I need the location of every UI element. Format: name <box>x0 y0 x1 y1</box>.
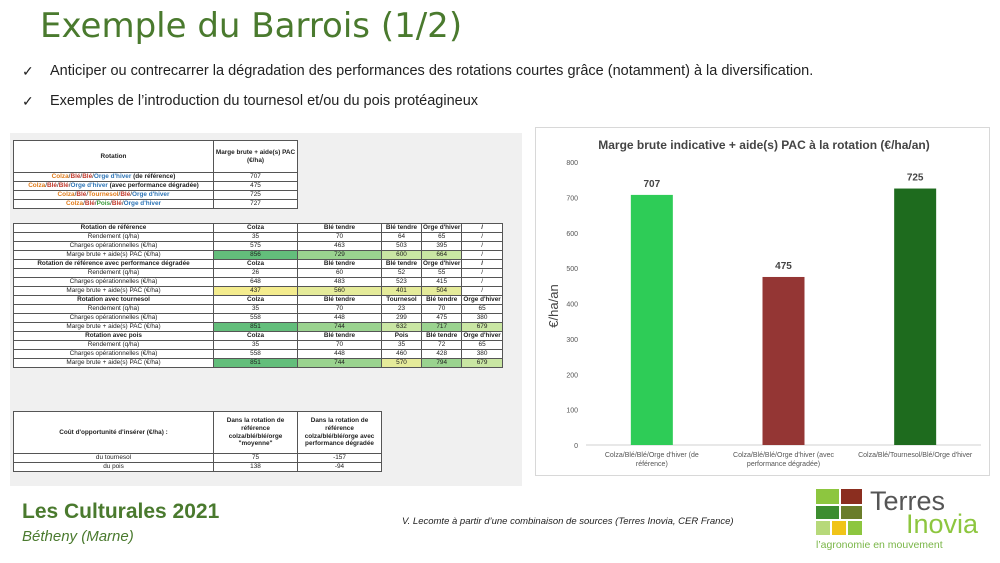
row-label: Charges opérationnelles (€/ha) <box>14 314 214 323</box>
bar-value-label: 725 <box>906 172 924 184</box>
table-cell: 744 <box>298 323 382 332</box>
logo-square <box>816 506 839 519</box>
table-row <box>14 251 503 260</box>
table-cell: 794 <box>422 359 462 368</box>
table-cell: 448 <box>298 350 382 359</box>
y-tick-label: 800 <box>566 160 578 167</box>
table-cell: 395 <box>422 242 462 251</box>
checkmark-icon: ✓ <box>22 92 34 109</box>
logo-name-inovia: Inovia <box>906 509 979 539</box>
opportunity-header-average: Dans la rotation de référence colza/blé/blé/orge "moyenne" <box>214 412 298 454</box>
logo-name-terres: Terres <box>870 486 946 516</box>
table-header-cell: Blé tendre <box>422 332 462 341</box>
opportunity-header-degraded: Dans la rotation de référence colza/blé/blé/orge avec performance dégradée <box>298 412 382 454</box>
opportunity-value: 138 <box>214 463 298 472</box>
table-cell: 72 <box>422 341 462 350</box>
logo-square <box>841 506 862 519</box>
bullet-list <box>22 56 813 116</box>
table-cell: 380 <box>462 350 502 359</box>
bar-chart <box>535 127 990 476</box>
table-row <box>14 463 382 472</box>
table-cell: 64 <box>382 233 422 242</box>
table-cell: 35 <box>382 341 422 350</box>
table-cell: 60 <box>298 269 382 278</box>
table-header-cell: Colza <box>214 260 298 269</box>
logo-square <box>816 521 830 535</box>
slide-title: Exemple du Barrois (1/2) <box>40 6 463 46</box>
table-header-cell: Colza <box>214 224 298 233</box>
chart-title: Marge brute indicative + aide(s) PAC à la rotation (€/ha/an) <box>598 138 930 152</box>
summary-value: 707 <box>214 173 298 182</box>
table-section-header <box>14 260 503 269</box>
table-header-cell: Blé tendre <box>298 296 382 305</box>
bar-value-label: 707 <box>643 178 661 190</box>
row-label: Rendement (q/ha) <box>14 233 214 242</box>
table-cell: 679 <box>462 359 502 368</box>
x-tick-label: Colza/Blé/Blé/Orge d'hiver (avec <box>733 452 834 459</box>
y-tick-label: 300 <box>566 336 578 344</box>
table-cell: 503 <box>382 242 422 251</box>
table-row <box>14 314 503 323</box>
table-cell: 744 <box>298 359 382 368</box>
event-title: Les Culturales 2021 <box>22 500 220 523</box>
table-cell: 70 <box>298 305 382 314</box>
chart-svg <box>536 128 991 477</box>
table-cell: 679 <box>462 323 502 332</box>
table-row <box>14 191 298 200</box>
table-cell: 717 <box>422 323 462 332</box>
table-cell: 437 <box>214 287 298 296</box>
logo-tagline: l’agronomie en mouvement <box>816 539 943 551</box>
table-header-cell: Blé tendre <box>422 296 462 305</box>
table-header-cell: Blé tendre <box>298 260 382 269</box>
table-header-cell: Rotation de référence <box>14 224 214 233</box>
table-header-cell: Colza <box>214 332 298 341</box>
y-tick-label: 0 <box>574 443 578 450</box>
table-cell: 483 <box>298 278 382 287</box>
terres-inovia-logo <box>812 487 992 557</box>
summary-header-margin: Marge brute + aide(s) PAC (€/ha) <box>214 141 298 173</box>
table-header-cell: Orge d'hiver <box>423 224 461 231</box>
table-cell: 504 <box>422 287 462 296</box>
bullet-item <box>22 56 813 86</box>
y-tick-label: 700 <box>566 195 578 203</box>
table-header-cell: / <box>462 224 502 233</box>
table-cell: 448 <box>298 314 382 323</box>
row-label: Rendement (q/ha) <box>14 305 214 314</box>
table-section-header <box>14 224 503 233</box>
table-cell: 558 <box>214 314 298 323</box>
table-cell: 401 <box>382 287 422 296</box>
table-cell: 70 <box>298 341 382 350</box>
table-cell: 560 <box>298 287 382 296</box>
table-cell: 851 <box>214 323 298 332</box>
x-tick-label: performance dégradée) <box>746 461 821 468</box>
y-tick-label: 600 <box>566 230 578 238</box>
table-cell: 65 <box>422 233 462 242</box>
table-cell: 856 <box>214 251 298 260</box>
summary-value: 725 <box>214 191 298 200</box>
table-header-cell: Blé tendre <box>298 332 382 341</box>
table-cell: 648 <box>214 278 298 287</box>
table-header-cell: Colza <box>214 296 298 305</box>
table-cell: 729 <box>298 251 382 260</box>
row-label: Marge brute + aide(s) PAC (€/ha) <box>14 359 214 368</box>
table-cell: 460 <box>382 350 422 359</box>
table-row <box>14 269 503 278</box>
rotation-label: Colza/Blé/Pois/Blé/Orge d'hiver <box>14 200 214 209</box>
opportunity-value: 75 <box>214 454 298 463</box>
table-cell: 632 <box>382 323 422 332</box>
row-label: Marge brute + aide(s) PAC (€/ha) <box>14 323 214 332</box>
opportunity-label: du tournesol <box>14 454 214 463</box>
table-cell: 523 <box>382 278 422 287</box>
chart-y-axis-label: €/ha/an <box>546 284 561 328</box>
table-header-cell: Orge d'hiver <box>463 332 501 339</box>
table-row <box>14 278 503 287</box>
table-row <box>14 287 503 296</box>
table-header-cell: Tournesol <box>382 296 422 305</box>
y-tick-label: 500 <box>566 266 578 274</box>
table-cell: 851 <box>214 359 298 368</box>
table-cell: 600 <box>382 251 422 260</box>
table-row <box>14 359 503 368</box>
table-cell: 475 <box>422 314 462 323</box>
table-header-cell: Blé tendre <box>382 260 422 269</box>
y-tick-label: 400 <box>566 301 578 309</box>
table-cell: / <box>462 242 502 251</box>
row-label: Charges opérationnelles (€/ha) <box>14 350 214 359</box>
table-cell: 570 <box>382 359 422 368</box>
logo-square <box>832 521 846 535</box>
table-cell: 428 <box>422 350 462 359</box>
table-cell: 558 <box>214 350 298 359</box>
table-cell: 35 <box>214 341 298 350</box>
table-row <box>14 305 503 314</box>
table-cell: 26 <box>214 269 298 278</box>
summary-table <box>13 140 298 209</box>
table-cell: 380 <box>462 314 502 323</box>
table-cell: 463 <box>298 242 382 251</box>
table-cell: / <box>462 269 502 278</box>
row-label: Rendement (q/ha) <box>14 269 214 278</box>
table-header-cell: Rotation avec pois <box>14 332 214 341</box>
bar-value-label: 475 <box>775 260 792 272</box>
table-cell: 70 <box>298 233 382 242</box>
x-tick-label: Colza/Blé/Tournesol/Blé/Orge d'hiver <box>858 452 973 459</box>
rotation-label: Colza/Blé/Blé/Orge d'hiver (de référence) <box>14 173 214 182</box>
rotation-label: Colza/Blé/Blé/Orge d'hiver (avec performance dégradée) <box>14 182 214 191</box>
table-row <box>14 233 503 242</box>
table-row <box>14 323 503 332</box>
bar <box>763 277 805 445</box>
table-cell: 52 <box>382 269 422 278</box>
table-cell: 575 <box>214 242 298 251</box>
table-row <box>14 242 503 251</box>
table-header-cell: Rotation avec tournesol <box>14 296 214 305</box>
row-label: Marge brute + aide(s) PAC (€/ha) <box>14 251 214 260</box>
table-cell: 70 <box>422 305 462 314</box>
table-header-cell: Blé tendre <box>298 224 382 233</box>
checkmark-icon: ✓ <box>22 62 34 79</box>
table-cell: 65 <box>462 305 502 314</box>
table-row <box>14 350 503 359</box>
opportunity-table <box>13 411 382 472</box>
table-cell: / <box>462 287 502 296</box>
logo-square <box>816 489 839 504</box>
table-row <box>14 200 298 209</box>
opportunity-header: Coût d'opportunité d'insérer (€/ha) : <box>14 412 214 454</box>
table-cell: 65 <box>462 341 502 350</box>
y-tick-label: 100 <box>566 407 578 415</box>
y-tick-label: 200 <box>566 372 578 380</box>
bar <box>894 189 936 445</box>
table-header-cell: Pois <box>382 332 422 341</box>
table-cell: / <box>462 278 502 287</box>
table-cell: 35 <box>214 305 298 314</box>
table-header-cell: Rotation de référence avec performance dégradée <box>14 260 214 269</box>
source-note: V. Lecomte à partir d’une combinaison de sources (Terres Inovia, CER France) <box>402 516 734 527</box>
opportunity-value: -157 <box>298 454 382 463</box>
table-cell: / <box>462 233 502 242</box>
table-header-cell: / <box>462 260 502 269</box>
event-place: Bétheny (Marne) <box>22 528 134 545</box>
table-header-cell: Blé tendre <box>382 224 422 233</box>
bar <box>631 195 673 445</box>
table-cell: 55 <box>422 269 462 278</box>
detail-table <box>13 223 503 368</box>
table-cell: 415 <box>422 278 462 287</box>
summary-value: 727 <box>214 200 298 209</box>
bullet-item <box>22 86 813 116</box>
summary-value: 475 <box>214 182 298 191</box>
rotation-label: Colza/Blé/Tournesol/Blé/Orge d'hiver <box>14 191 214 200</box>
row-label: Charges opérationnelles (€/ha) <box>14 278 214 287</box>
logo-square <box>848 521 862 535</box>
table-section-header <box>14 332 503 341</box>
bullet-text: Anticiper ou contrecarrer la dégradation des performances des rotations courtes grâce (notamment) à la diversification. <box>50 63 814 79</box>
table-cell: 299 <box>382 314 422 323</box>
opportunity-value: -94 <box>298 463 382 472</box>
x-tick-label: Colza/Blé/Blé/Orge d'hiver (de <box>604 452 699 459</box>
table-cell: 664 <box>422 251 462 260</box>
table-section-header <box>14 296 503 305</box>
row-label: Charges opérationnelles (€/ha) <box>14 242 214 251</box>
table-header-cell: Orge d'hiver <box>463 296 501 303</box>
row-label: Rendement (q/ha) <box>14 341 214 350</box>
opportunity-label: du pois <box>14 463 214 472</box>
table-row <box>14 173 298 182</box>
table-cell: / <box>462 251 502 260</box>
summary-header-rotation: Rotation <box>14 141 214 173</box>
table-row <box>14 182 298 191</box>
table-row <box>14 341 503 350</box>
table-header-cell: Orge d'hiver <box>423 260 461 267</box>
row-label: Marge brute + aide(s) PAC (€/ha) <box>14 287 214 296</box>
tables-panel <box>10 133 522 486</box>
bullet-text: Exemples de l’introduction du tournesol et/ou du pois protéagineux <box>50 93 479 109</box>
table-row <box>14 454 382 463</box>
table-cell: 35 <box>214 233 298 242</box>
logo-square <box>841 489 862 504</box>
x-tick-label: référence) <box>635 461 668 468</box>
table-cell: 23 <box>382 305 422 314</box>
